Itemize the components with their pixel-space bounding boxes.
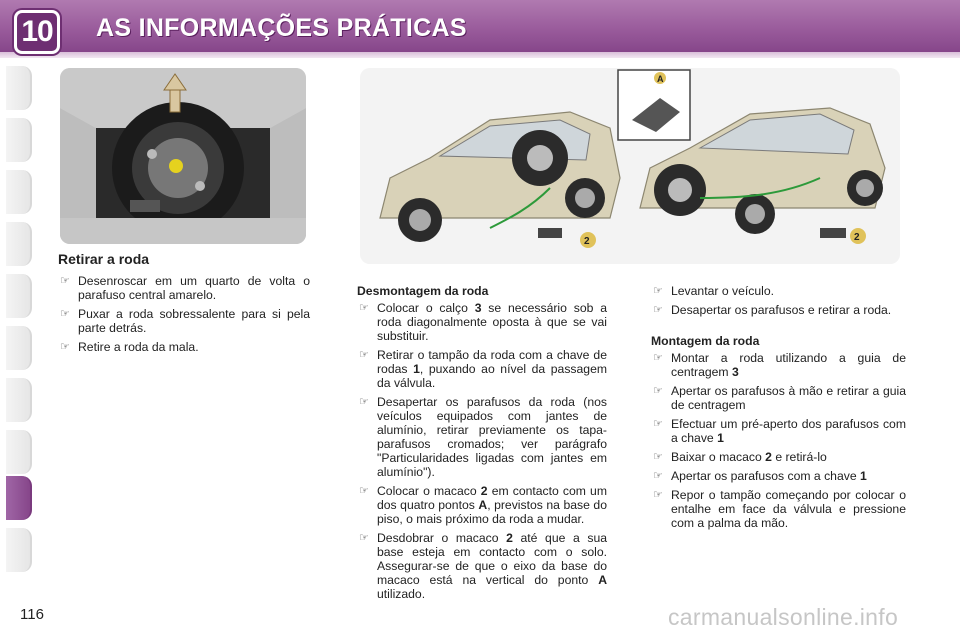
dismount-wheel-section xyxy=(357,284,607,606)
chapter-tab-1[interactable] xyxy=(6,66,32,110)
mount-wheel-section xyxy=(651,284,906,535)
lift-vehicle-list xyxy=(651,284,906,317)
chapter-tab-7[interactable] xyxy=(6,378,32,422)
mount-wheel-heading: Montagem da roda xyxy=(651,334,760,348)
pointing-hand-icon: ☞ xyxy=(60,308,70,320)
remove-wheel-section xyxy=(58,252,310,359)
reference-number: 3 xyxy=(731,365,739,379)
list-item xyxy=(357,484,607,526)
list-item xyxy=(357,301,607,343)
remove-wheel-list xyxy=(58,274,310,354)
list-item-text: Retire a roda da mala. xyxy=(78,340,199,354)
reference-number: 1 xyxy=(717,431,724,445)
list-item-text: Montar a roda utilizando a guia de centragem xyxy=(671,351,906,379)
callout-2-right: 2 xyxy=(854,232,860,243)
list-item xyxy=(357,395,607,479)
list-item xyxy=(651,303,906,317)
list-item xyxy=(58,340,310,354)
dismount-wheel-heading: Desmontagem da roda xyxy=(357,284,489,298)
list-item-text: Desapertar os parafusos e retirar a roda. xyxy=(671,303,892,317)
list-item-text: Colocar o macaco xyxy=(377,484,481,498)
list-item xyxy=(357,348,607,390)
pointing-hand-icon: ☞ xyxy=(359,302,369,314)
list-item-text: Desapertar os parafusos da roda (nos veículos equipados com jantes de alumínio, retirar previamente os tapa-parafusos cromados; ver parágrafo "Particularidades ligadas com jantes em alumínio"). xyxy=(377,395,607,479)
list-item-text: Apertar os parafusos com a chave xyxy=(671,469,861,483)
list-item xyxy=(651,450,906,464)
list-item-text: Repor o tampão começando por colocar o entalhe em face da válvula e pressione com a palma da mão. xyxy=(671,488,906,530)
callout-a-inset: A xyxy=(657,74,664,84)
list-item-text: e retirá-lo xyxy=(771,450,827,464)
car-jacking-illustration xyxy=(360,68,900,264)
list-item xyxy=(357,531,607,601)
page-number: 116 xyxy=(20,606,44,623)
pointing-hand-icon: ☞ xyxy=(60,275,70,287)
list-item-text: se necessário sob a roda diagonalmente oposta à que se vai substituir. xyxy=(377,301,607,343)
car-jacking-image xyxy=(360,68,900,264)
pointing-hand-icon: ☞ xyxy=(60,341,70,353)
reference-number: 3 xyxy=(474,301,482,315)
dismount-wheel-list xyxy=(357,301,607,601)
list-item-text: , puxando ao nível da passagem da válvula. xyxy=(377,362,608,390)
pointing-hand-icon: ☞ xyxy=(359,485,369,497)
list-item xyxy=(651,351,906,379)
reference-number: A xyxy=(478,498,488,512)
list-item-text: em contacto com um dos quatro pontos xyxy=(377,484,607,512)
list-item-text: até que a sua base esteja em contacto com o solo. Assegurar-se de que o eixo da base do macaco está na vertical do ponto xyxy=(377,531,608,587)
reference-number: 1 xyxy=(860,469,867,483)
reference-number: 2 xyxy=(506,531,513,545)
callout-2-left: 2 xyxy=(584,236,590,247)
header-divider xyxy=(0,52,960,58)
list-item xyxy=(58,307,310,335)
chapter-badge: 10 xyxy=(14,10,60,54)
reference-number: 2 xyxy=(480,484,488,498)
watermark: carmanualsonline.info xyxy=(668,604,899,630)
list-item xyxy=(58,274,310,302)
pointing-hand-icon: ☞ xyxy=(359,349,369,361)
list-item xyxy=(651,469,906,483)
pointing-hand-icon: ☞ xyxy=(653,304,663,316)
chapter-tab-6[interactable] xyxy=(6,326,32,370)
chapter-tab-10-active[interactable] xyxy=(6,476,32,520)
list-item xyxy=(651,284,906,298)
pointing-hand-icon: ☞ xyxy=(653,489,663,501)
mount-wheel-list xyxy=(651,351,906,530)
pointing-hand-icon: ☞ xyxy=(653,451,663,463)
spare-wheel-illustration xyxy=(60,68,306,244)
chapter-tab-2[interactable] xyxy=(6,118,32,162)
pointing-hand-icon: ☞ xyxy=(653,418,663,430)
list-item-text: Puxar a roda sobressalente para si pela parte detrás. xyxy=(78,307,310,335)
list-item-text: , previstos na base do piso, o mais próximo da roda a mudar. xyxy=(377,498,607,526)
page-title: AS INFORMAÇÕES PRÁTICAS xyxy=(96,14,467,42)
pointing-hand-icon: ☞ xyxy=(359,396,369,408)
list-item xyxy=(651,417,906,445)
remove-wheel-heading: Retirar a roda xyxy=(58,251,150,267)
list-item xyxy=(651,488,906,530)
reference-number: 2 xyxy=(765,450,772,464)
pointing-hand-icon: ☞ xyxy=(653,385,663,397)
chapter-side-tabs xyxy=(0,66,34,576)
list-item-text: Efectuar um pré-aperto dos parafusos com a chave xyxy=(671,417,906,445)
pointing-hand-icon: ☞ xyxy=(653,470,663,482)
list-item-text: Colocar o calço xyxy=(377,301,475,315)
reference-number: 1 xyxy=(413,362,420,376)
reference-number: A xyxy=(598,573,607,587)
chapter-tab-4[interactable] xyxy=(6,222,32,266)
list-item-text: Apertar os parafusos à mão e retirar a guia de centragem xyxy=(671,384,906,412)
list-item-text: utilizado. xyxy=(377,587,426,601)
list-item-text: Levantar o veículo. xyxy=(671,284,774,298)
list-item-text: Baixar o macaco xyxy=(671,450,766,464)
chapter-tab-8[interactable] xyxy=(6,430,32,474)
list-item-text: Retirar o tampão da roda com a chave de rodas xyxy=(377,348,607,376)
pointing-hand-icon: ☞ xyxy=(653,285,663,297)
chapter-tab-3[interactable] xyxy=(6,170,32,214)
chapter-tab-11[interactable] xyxy=(6,528,32,572)
chapter-tab-5[interactable] xyxy=(6,274,32,318)
pointing-hand-icon: ☞ xyxy=(653,352,663,364)
list-item xyxy=(651,384,906,412)
spare-wheel-trunk-image xyxy=(60,68,306,244)
list-item-text: Desdobrar o macaco xyxy=(377,531,507,545)
list-item-text: Desenroscar em um quarto de volta o parafuso central amarelo. xyxy=(78,274,310,302)
pointing-hand-icon: ☞ xyxy=(359,532,369,544)
